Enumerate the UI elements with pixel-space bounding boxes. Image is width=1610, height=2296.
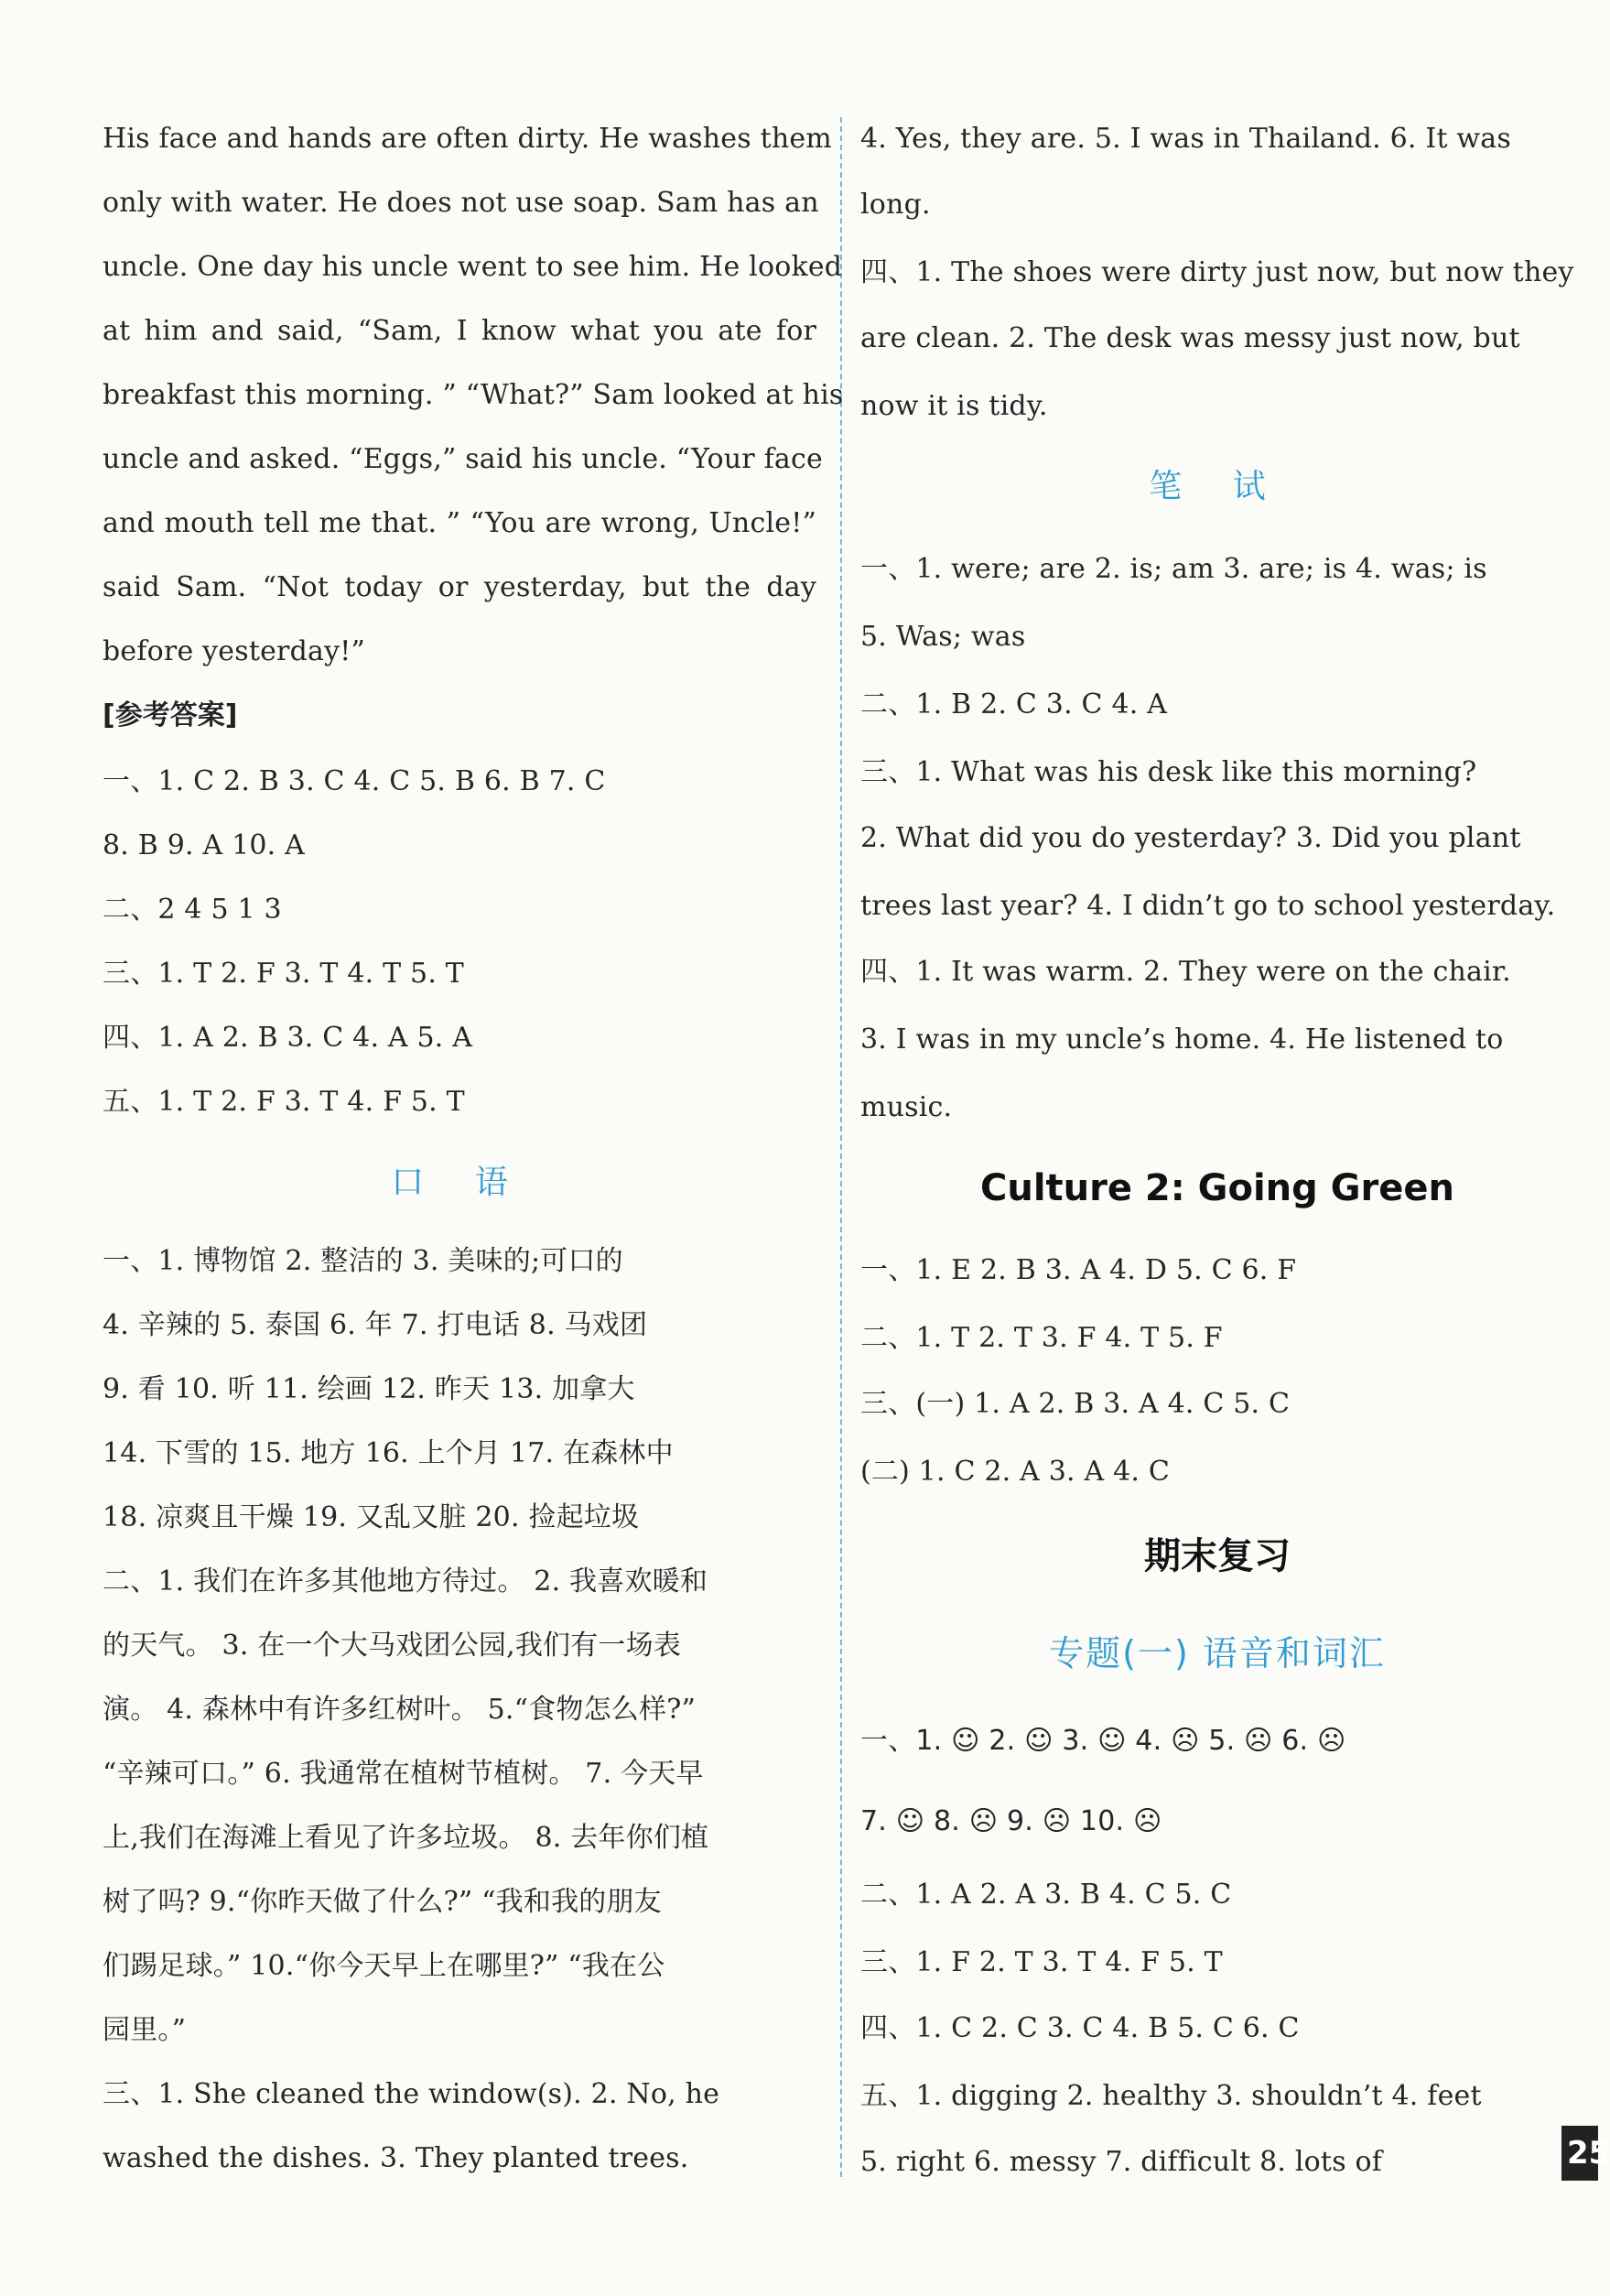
oral-line: 4. 辛辣的 5. 泰国 6. 年 7. 打电话 8. 马戏团 xyxy=(103,1309,648,1341)
review-heading: 期末复习 xyxy=(1144,1535,1291,1577)
written-line: 3. I was in my uncle’s home. 4. He listened to xyxy=(860,1023,1504,1056)
answer-line: 8. B 9. A 10. A xyxy=(103,829,306,861)
oral-heading: 口 语 xyxy=(391,1164,528,1201)
culture-line: (二) 1. C 2. A 3. A 4. C xyxy=(860,1456,1171,1488)
topic-line: 5. right 6. messy 7. difficult 8. lots of xyxy=(860,2146,1383,2178)
oral-line: “辛辣可口。” 6. 我通常在植树节植树。 7. 今天早 xyxy=(103,1758,704,1790)
oral-line: 们踢足球。” 10.“你今天早上在哪里?” “我在公 xyxy=(103,1950,665,1982)
written-line: trees last year? 4. I didn’t go to school yesterday. xyxy=(860,890,1556,922)
oral-line: 演。 4. 森林中有许多红树叶。 5.“食物怎么样?” xyxy=(103,1694,697,1726)
written-line: 三、1. What was his desk like this morning? xyxy=(860,756,1477,788)
oral-line: 一、1. 博物馆 2. 整洁的 3. 美味的;可口的 xyxy=(103,1245,623,1277)
oral-line: 的天气。 3. 在一个大马戏团公园,我们有一场表 xyxy=(103,1630,682,1662)
culture-line: 一、1. E 2. B 3. A 4. D 5. C 6. F xyxy=(860,1254,1297,1286)
story-line: at him and said, “Sam, I know what you ate for xyxy=(103,315,816,347)
story-line: breakfast this morning. ” “What?” Sam looked at his xyxy=(103,379,844,411)
oral-line: 二、1. 我们在许多其他地方待过。 2. 我喜欢暖和 xyxy=(103,1565,708,1597)
topic-line: 四、1. C 2. C 3. C 4. B 5. C 6. C xyxy=(860,2012,1300,2044)
page-number: 25 xyxy=(1561,2126,1598,2181)
answer-line: 三、1. T 2. F 3. T 4. T 5. T xyxy=(103,958,464,990)
culture-line: 二、1. T 2. T 3. F 4. T 5. F xyxy=(860,1322,1223,1354)
written-line: 二、1. B 2. C 3. C 4. A xyxy=(860,688,1168,720)
written-line: 2. What did you do yesterday? 3. Did you plant xyxy=(860,822,1521,854)
oral-line: 树了吗? 9.“你昨天做了什么?” “我和我的朋友 xyxy=(103,1886,662,1918)
oral-line: 三、1. She cleaned the window(s). 2. No, he xyxy=(103,2078,720,2110)
answer-line: 二、2 4 5 1 3 xyxy=(103,893,282,926)
topic-line: 7. ☺ 8. ☹ 9. ☹ 10. ☹ xyxy=(860,1805,1162,1837)
column-divider xyxy=(840,117,842,2177)
answer-line: 四、1. A 2. B 3. C 4. A 5. A xyxy=(103,1022,473,1054)
story-line: before yesterday!” xyxy=(103,635,366,667)
answer-line: 五、1. T 2. F 3. T 4. F 5. T xyxy=(103,1086,465,1118)
answer-line: now it is tidy. xyxy=(860,390,1048,422)
topic-line: 一、1. ☺ 2. ☺ 3. ☺ 4. ☹ 5. ☹ 6. ☹ xyxy=(860,1725,1346,1757)
culture-line: 三、(一) 1. A 2. B 3. A 4. C 5. C xyxy=(860,1388,1291,1420)
written-line: 一、1. were; are 2. is; am 3. are; is 4. was; is xyxy=(860,553,1487,585)
written-line: 四、1. It was warm. 2. They were on the chair. xyxy=(860,956,1511,988)
answer-line: long. xyxy=(860,189,931,221)
oral-line: 18. 凉爽且干燥 19. 又乱又脏 20. 捡起垃圾 xyxy=(103,1501,640,1533)
oral-line: 园里。” xyxy=(103,2014,187,2046)
answer-line: are clean. 2. The desk was messy just now, but xyxy=(860,322,1520,354)
oral-line: 14. 下雪的 15. 地方 16. 上个月 17. 在森林中 xyxy=(103,1437,674,1469)
topic-line: 五、1. digging 2. healthy 3. shouldn’t 4. feet xyxy=(860,2080,1482,2112)
topic-heading: 专题(一) 语音和词汇 xyxy=(1049,1633,1386,1673)
topic-line: 二、1. A 2. A 3. B 4. C 5. C xyxy=(860,1879,1232,1911)
answer-line: 四、1. The shoes were dirty just now, but now they xyxy=(860,256,1574,288)
oral-line: 9. 看 10. 听 11. 绘画 12. 昨天 13. 加拿大 xyxy=(103,1373,635,1405)
story-line: said Sam. “Not today or yesterday, but the day xyxy=(103,571,816,603)
culture-heading: Culture 2: Going Green xyxy=(979,1167,1455,1209)
story-line: and mouth tell me that. ” “You are wrong, Uncle!” xyxy=(103,507,816,539)
written-heading: 笔 试 xyxy=(1149,468,1286,505)
answer-line: 一、1. C 2. B 3. C 4. C 5. B 6. B 7. C xyxy=(103,765,606,797)
story-line: uncle and asked. “Eggs,” said his uncle. “Your face xyxy=(103,443,823,475)
written-line: music. xyxy=(860,1091,953,1123)
oral-line: washed the dishes. 3. They planted trees. xyxy=(103,2142,689,2174)
topic-line: 三、1. F 2. T 3. T 4. F 5. T xyxy=(860,1946,1223,1978)
oral-line: 上,我们在海滩上看见了许多垃圾。 8. 去年你们植 xyxy=(103,1822,709,1854)
story-line: only with water. He does not use soap. Sam has an xyxy=(103,187,819,219)
story-line: uncle. One day his uncle went to see him. He looked xyxy=(103,251,843,283)
answer-label: [参考答案] xyxy=(103,699,238,731)
written-line: 5. Was; was xyxy=(860,621,1026,653)
story-line: His face and hands are often dirty. He washes them xyxy=(103,123,832,155)
answer-line: 4. Yes, they are. 5. I was in Thailand. 6. It was xyxy=(860,123,1511,155)
